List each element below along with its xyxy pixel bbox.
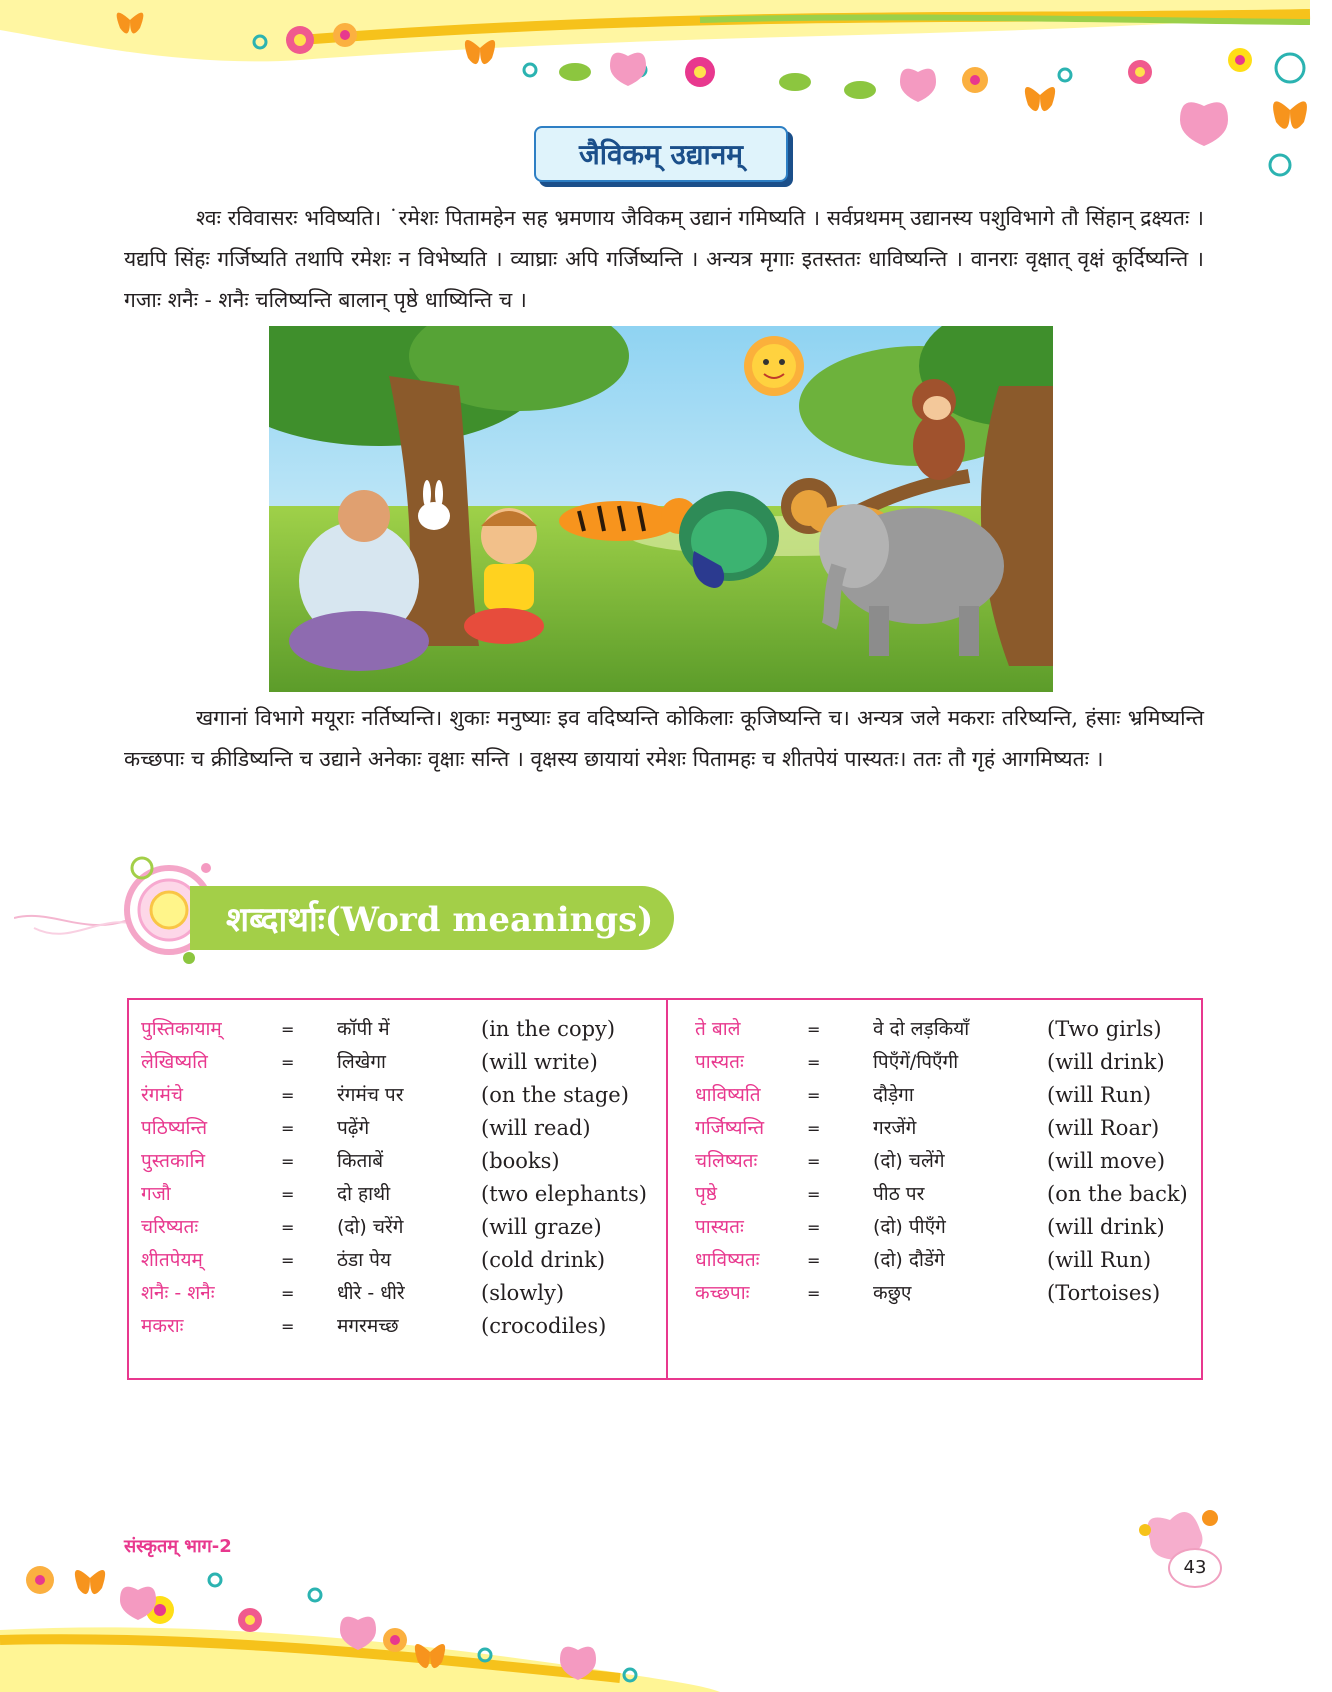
word-term: चलिष्यतः — [695, 1150, 758, 1172]
equals-sign: = — [807, 1053, 821, 1072]
equals-sign: = — [281, 1053, 295, 1072]
hindi-meaning: (दो) पीएँगे — [873, 1216, 946, 1238]
english-meaning: (cold drink) — [481, 1248, 606, 1272]
english-meaning: (will Roar) — [1047, 1116, 1160, 1140]
page-title: जैविकम् उद्यानम् — [534, 126, 788, 182]
hindi-meaning: रंगमंच पर — [337, 1084, 404, 1106]
equals-sign: = — [807, 1119, 821, 1138]
equals-sign: = — [807, 1086, 821, 1105]
hindi-meaning: किताबें — [337, 1150, 384, 1172]
english-meaning: (will drink) — [1047, 1050, 1165, 1074]
english-meaning: (will Run) — [1047, 1083, 1152, 1107]
word-meanings-heading: शब्दार्थाः(Word meanings) — [190, 886, 674, 950]
equals-sign: = — [281, 1251, 295, 1270]
word-term: लेखिष्यति — [141, 1051, 208, 1073]
hindi-meaning: गरजेंगे — [873, 1117, 917, 1139]
equals-sign: = — [281, 1284, 295, 1303]
word-meaning-row — [141, 1309, 661, 1344]
word-meaning-row — [695, 1177, 1215, 1212]
english-meaning: (crocodiles) — [481, 1314, 607, 1338]
word-term: कच्छपाः — [695, 1282, 750, 1304]
english-meaning: (will drink) — [1047, 1215, 1165, 1239]
english-meaning: (on the back) — [1047, 1182, 1188, 1206]
word-meaning-row — [141, 1243, 661, 1278]
word-meaning-row — [141, 1210, 661, 1245]
hindi-meaning: धीरे - धीरे — [337, 1282, 405, 1304]
word-meaning-row — [141, 1111, 661, 1146]
word-term: गजौ — [141, 1183, 171, 1205]
word-meaning-row — [695, 1144, 1215, 1179]
equals-sign: = — [281, 1152, 295, 1171]
word-term: पुस्तकानि — [141, 1150, 205, 1172]
word-meaning-row — [695, 1045, 1215, 1080]
english-meaning: (will graze) — [481, 1215, 602, 1239]
english-meaning: (will move) — [1047, 1149, 1166, 1173]
hindi-meaning: (दो) चलेंगे — [873, 1150, 945, 1172]
hindi-meaning: वे दो लड़कियाँ — [873, 1018, 970, 1040]
english-meaning: (on the stage) — [481, 1083, 629, 1107]
equals-sign: = — [281, 1119, 295, 1138]
word-term: रंगमंचे — [141, 1084, 183, 1106]
word-term: धाविष्यतः — [695, 1249, 760, 1271]
word-meanings-table — [127, 998, 1203, 1380]
word-meaning-row — [695, 1078, 1215, 1113]
english-meaning: (Tortoises) — [1047, 1281, 1161, 1305]
english-meaning: (in the copy) — [481, 1017, 616, 1041]
hindi-meaning: ठंडा पेय — [337, 1249, 391, 1271]
equals-sign: = — [281, 1020, 295, 1039]
story-paragraph-2: खगानां विभागे मयूराः नर्तिष्यन्ति। शुकाः मनुष्याः इव वदिष्यन्ति कोकिलाः कूजिष्यन्ति च। अन्यत्र जले मकराः तरिष्यन्ति, हंसाः भ्रमिष्यन्ति कच्छपाः च क्रीडिष्यन्ति च उद्याने अनेकाः वृक्षाः सन्ति । वृक्षस्य छायायां रमेशः पितामहः च शीतपेयं पास्यतः। ततः तौ गृहं आगमिष्यतः । — [124, 706, 1204, 771]
word-term: पास्यतः — [695, 1051, 744, 1073]
hindi-meaning: कॉपी में — [337, 1018, 390, 1040]
word-meaning-row — [695, 1276, 1215, 1311]
hindi-meaning: दौड़ेगा — [873, 1084, 914, 1106]
leaf-icon — [559, 63, 876, 99]
word-term: धाविष्यति — [695, 1084, 761, 1106]
story-paragraph-1: श्वः रविवासरः भविष्यति। ˙रमेशः पितामहेन सह भ्रमणाय जैविकम् उद्यानं गमिष्यति । सर्वप्रथमम् उद्यानस्य पशुविभागे तौ सिंहान् द्रक्ष्यतः । यद्यपि सिंहः गर्जिष्यति तथापि रमेशः न विभेष्यति । व्याघ्राः अपि गर्जिष्यन्ति । अन्यत्र मृगाः इतस्ततः धाविष्यन्ति । वानराः वृक्षात् वृक्षं कूर्दिष्यन्ति । गजाः शनैः - शनैः चलिष्यन्ति बालान् पृष्ठे धाष्यिन्ति च । — [124, 206, 1204, 312]
sun-icon — [744, 336, 804, 396]
english-meaning: (slowly) — [481, 1281, 565, 1305]
english-meaning: (two elephants) — [481, 1182, 647, 1206]
hindi-meaning: पीठ पर — [873, 1183, 925, 1205]
equals-sign: = — [281, 1185, 295, 1204]
equals-sign: = — [807, 1020, 821, 1039]
word-meaning-row — [141, 1177, 661, 1212]
hindi-meaning: पिएँगें/पिएँगी — [873, 1051, 959, 1073]
english-meaning: (books) — [481, 1149, 560, 1173]
word-term: चरिष्यतः — [141, 1216, 199, 1238]
word-term: शनैः - शनैः — [141, 1282, 215, 1304]
word-meaning-row — [695, 1210, 1215, 1245]
hindi-meaning: दो हाथी — [337, 1183, 391, 1205]
word-term: ते बाले — [695, 1018, 741, 1040]
word-term: गर्जिष्यन्ति — [695, 1117, 765, 1139]
english-meaning: (will Run) — [1047, 1248, 1152, 1272]
equals-sign: = — [807, 1152, 821, 1171]
word-meaning-row — [695, 1111, 1215, 1146]
hindi-meaning: कछुए — [873, 1282, 912, 1304]
equals-sign: = — [807, 1284, 821, 1303]
word-meaning-row — [141, 1276, 661, 1311]
english-meaning: (Two girls) — [1047, 1017, 1162, 1041]
hindi-meaning: मगरमच्छ — [337, 1315, 399, 1337]
hindi-meaning: (दो) चरेंगे — [337, 1216, 404, 1238]
word-term: पठिष्यन्ति — [141, 1117, 208, 1139]
word-term: पास्यतः — [695, 1216, 744, 1238]
hindi-meaning: पढ़ेंगे — [337, 1117, 370, 1139]
word-term: मकराः — [141, 1315, 184, 1337]
book-title: संस्कृतम् भाग-2 — [124, 1536, 232, 1557]
word-meaning-row — [141, 1045, 661, 1080]
word-meaning-row — [141, 1144, 661, 1179]
word-term: शीतपेयम् — [141, 1249, 203, 1271]
word-meaning-row — [141, 1078, 661, 1113]
word-meaning-row — [141, 1012, 661, 1047]
word-meaning-row — [695, 1243, 1215, 1278]
hindi-meaning: (दो) दौडेंगे — [873, 1249, 945, 1271]
equals-sign: = — [281, 1086, 295, 1105]
page-number: 43 — [1168, 1548, 1222, 1588]
english-meaning: (will read) — [481, 1116, 591, 1140]
word-meaning-row — [695, 1012, 1215, 1047]
zoo-illustration — [269, 326, 1053, 692]
equals-sign: = — [807, 1218, 821, 1237]
equals-sign: = — [281, 1317, 295, 1336]
equals-sign: = — [807, 1185, 821, 1204]
word-term: पुस्तिकायाम् — [141, 1018, 222, 1040]
table-divider — [666, 1000, 668, 1378]
hindi-meaning: लिखेगा — [337, 1051, 386, 1073]
english-meaning: (will write) — [481, 1050, 598, 1074]
equals-sign: = — [807, 1251, 821, 1270]
word-term: पृष्ठे — [695, 1183, 717, 1205]
equals-sign: = — [281, 1218, 295, 1237]
